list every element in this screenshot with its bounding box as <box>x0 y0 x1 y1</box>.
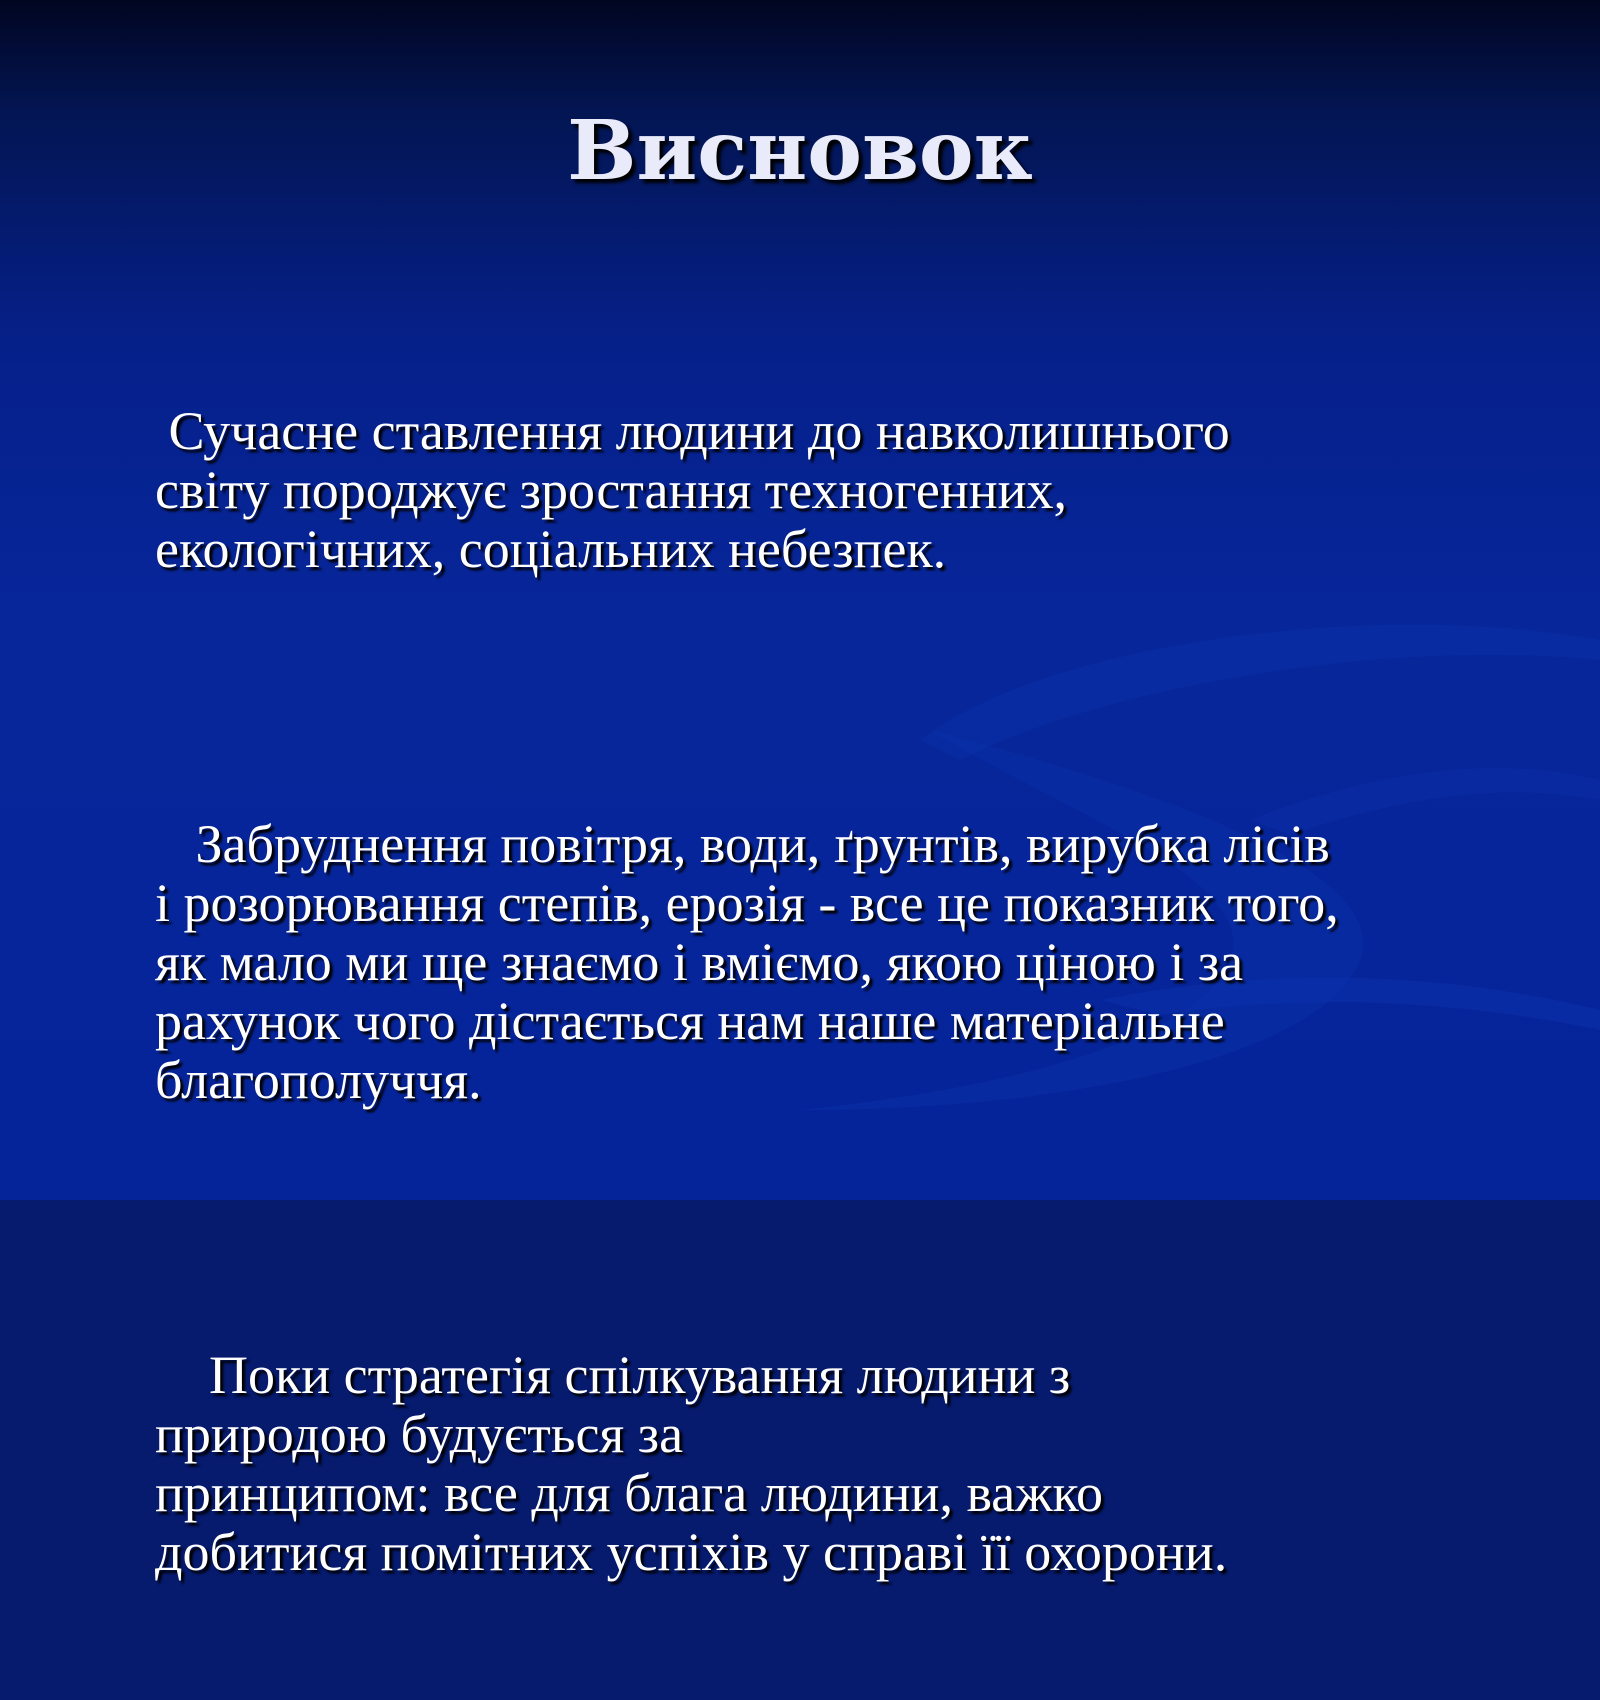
slide-body <box>155 284 1485 1700</box>
paragraph-3 <box>155 1228 1485 1700</box>
text-line: Забруднення повітря, води, ґрунтів, вирубка лісів <box>155 814 1330 874</box>
text-line: природою будується за <box>155 1404 684 1464</box>
text-line: як мало ми ще знаємо і вміємо, якою ціною і за <box>155 932 1244 992</box>
text-line: рахунок чого дістається нам наше матеріальне <box>155 991 1225 1051</box>
text-line: Поки стратегія спілкування людини з <box>155 1345 1071 1405</box>
text-line: Сучасне ставлення людини до навколишнього <box>155 401 1230 461</box>
text-line: принципом: все для блага людини, важко <box>155 1463 1104 1523</box>
paragraph-1 <box>155 284 1485 697</box>
text-line: світу породжує зростання техногенних, <box>155 460 1068 520</box>
paragraph-2 <box>155 697 1485 1228</box>
text-line: добитися помітних успіхів у справі її охорони. <box>155 1522 1228 1582</box>
text-line: благополуччя. <box>155 1050 482 1110</box>
text-line: і розорювання степів, ерозія - все це показник того, <box>155 873 1339 933</box>
text-line: екологічних, соціальних небезпек. <box>155 519 947 579</box>
slide-title: Висновок <box>567 103 1033 199</box>
